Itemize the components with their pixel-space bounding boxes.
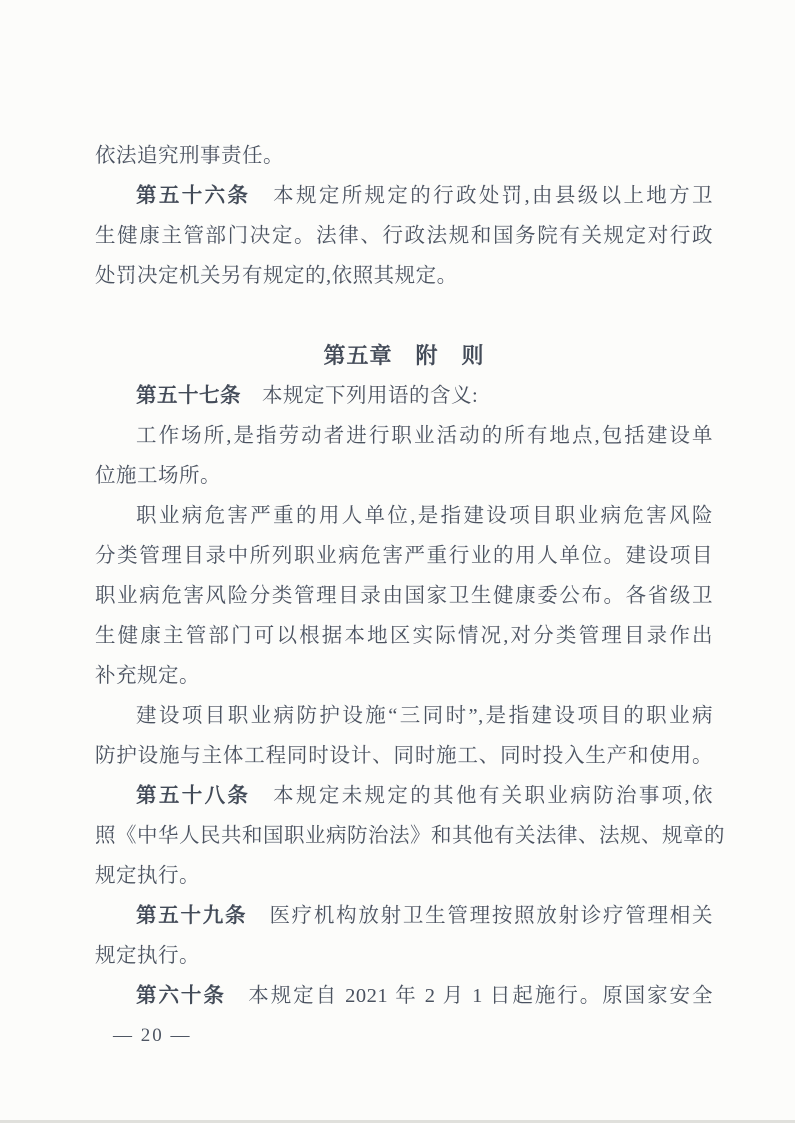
line-text: 防护设施与主体工程同时设计、同时施工、同时投入生产和使用。	[95, 745, 713, 767]
line-text: 依法追究刑事责任。	[95, 145, 284, 167]
line-text: 位施工场所。	[95, 465, 221, 487]
line-text: 生健康主管部门决定。法律、行政法规和国务院有关规定对行政	[95, 225, 713, 247]
text-line	[95, 816, 725, 856]
line-text: 分类管理目录中所列职业病危害严重行业的用人单位。建设项目	[95, 545, 713, 567]
line-text: 医疗机构放射卫生管理按照放射诊疗管理相关	[247, 905, 714, 927]
text-line	[95, 416, 713, 456]
text-line	[95, 256, 713, 296]
line-text: 建设项目职业病防护设施“三同时”,是指建设项目的职业病	[136, 705, 713, 727]
line-text: 补充规定。	[95, 665, 200, 687]
text-line	[95, 616, 713, 656]
line-text: 照《中华人民共和国职业病防治法》和其他有关法律、法规、规章的	[95, 825, 725, 847]
line-text: 规定执行。	[95, 945, 200, 967]
chapter-heading: 第五章 附 则	[323, 343, 485, 368]
text-line	[95, 656, 713, 696]
text-line	[95, 376, 713, 416]
text-line	[95, 496, 713, 536]
article-number: 第五十六条	[136, 184, 251, 207]
document-body	[95, 136, 725, 1016]
line-text: 处罚决定机关另有规定的,依照其规定。	[95, 265, 458, 287]
page-number: — 20 —	[113, 1025, 192, 1046]
text-line	[95, 976, 713, 1016]
text-line	[95, 176, 713, 216]
text-line	[95, 136, 713, 176]
line-text: 本规定自 2021 年 2 月 1 日起施行。原国家安全	[225, 985, 714, 1007]
line-text: 规定执行。	[95, 865, 200, 887]
line-text: 职业病危害严重的用人单位,是指建设项目职业病危害风险	[136, 505, 713, 527]
article-number: 第五十八条	[136, 784, 251, 807]
article-number: 第五十九条	[136, 904, 248, 927]
text-line	[95, 696, 713, 736]
text-line	[95, 216, 713, 256]
text-line	[95, 936, 713, 976]
line-text: 本规定未规定的其他有关职业病防治事项,依	[250, 785, 714, 807]
text-line	[95, 896, 713, 936]
text-line	[95, 456, 713, 496]
text-line	[95, 576, 713, 616]
line-text: 本规定下列用语的含义:	[241, 385, 479, 407]
text-line	[95, 776, 713, 816]
line-text: 职业病危害风险分类管理目录由国家卫生健康委公布。各省级卫	[95, 585, 713, 607]
article-number: 第五十七条	[136, 384, 241, 407]
text-line	[95, 856, 713, 896]
line-text: 工作场所,是指劳动者进行职业活动的所有地点,包括建设单	[136, 425, 713, 447]
article-number: 第六十条	[136, 984, 226, 1007]
line-text: 本规定所规定的行政处罚,由县级以上地方卫	[250, 185, 714, 207]
text-line	[95, 736, 713, 776]
line-text: 生健康主管部门可以根据本地区实际情况,对分类管理目录作出	[95, 625, 713, 647]
text-line	[95, 536, 713, 576]
